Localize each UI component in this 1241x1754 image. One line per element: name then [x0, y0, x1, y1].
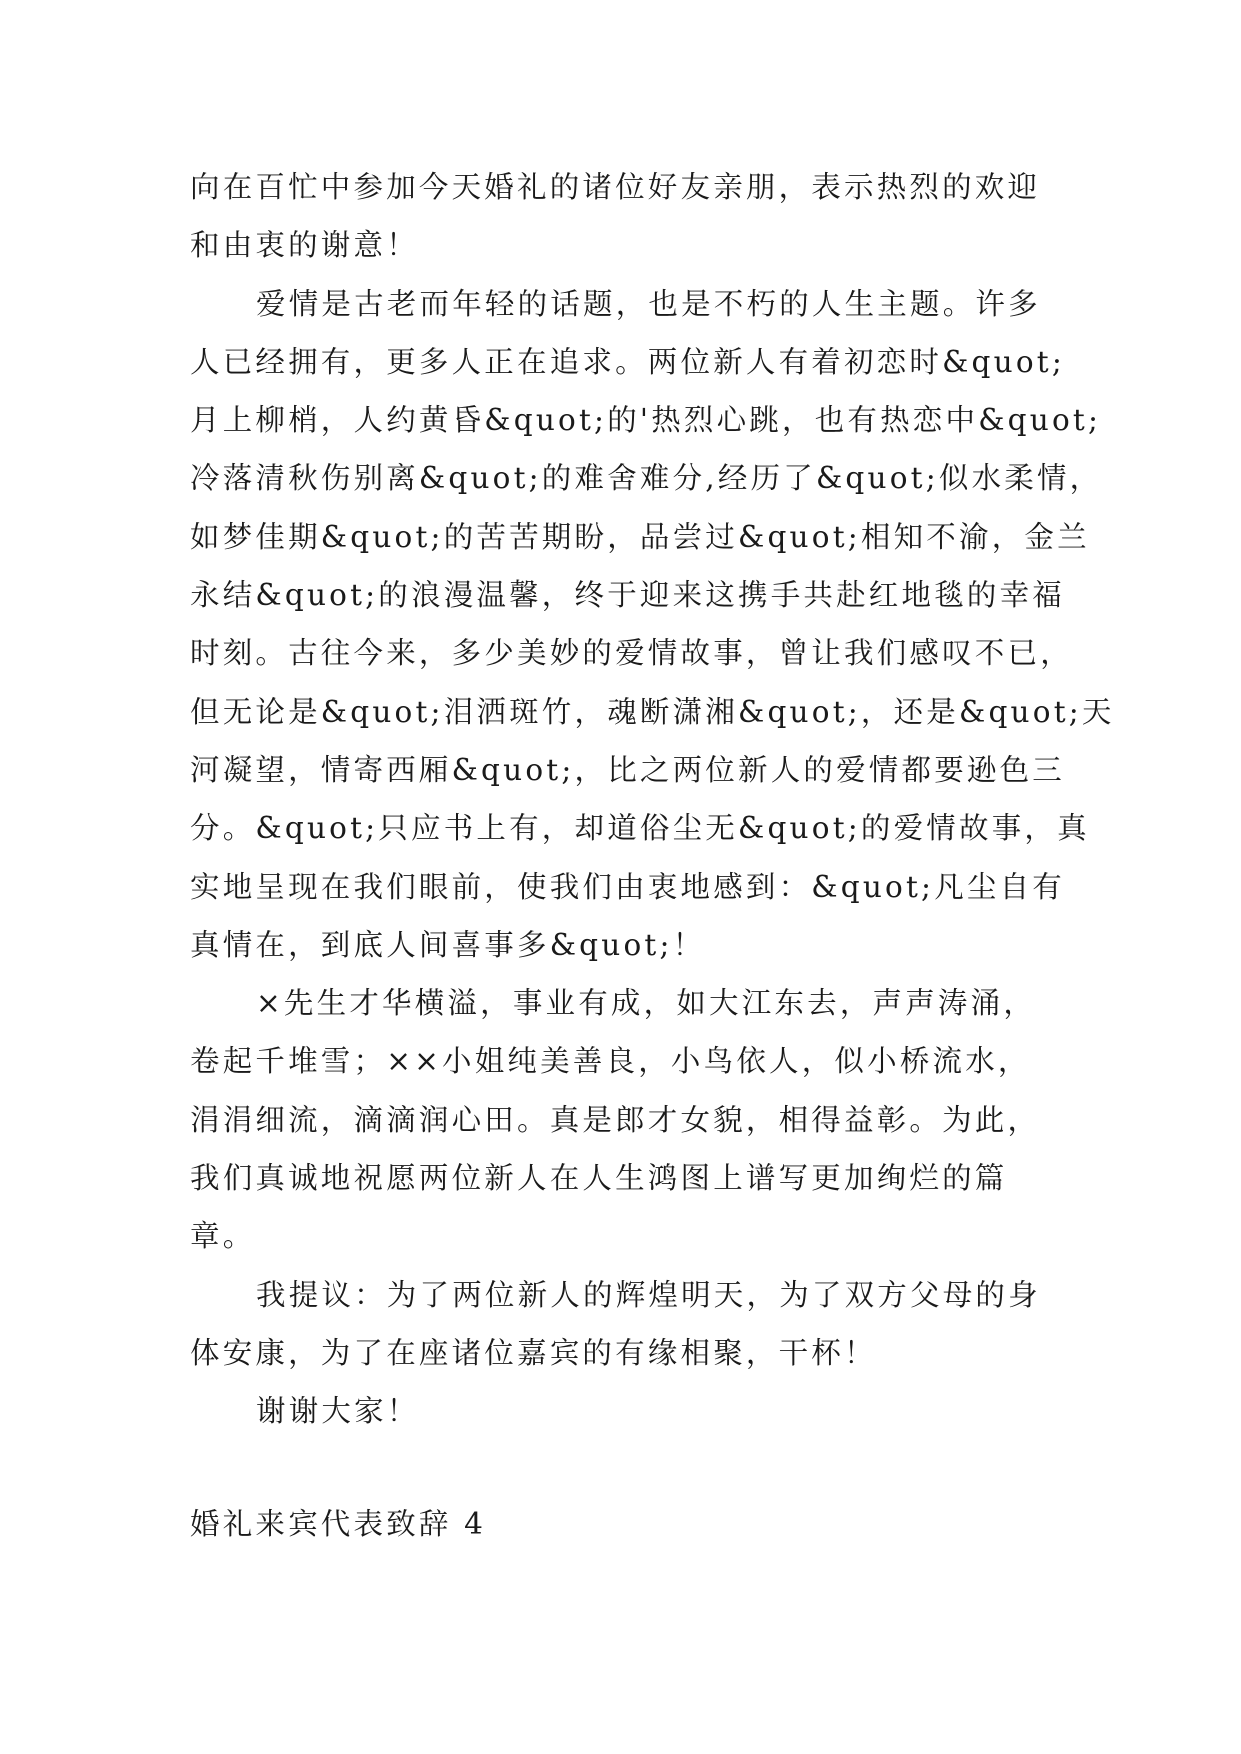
- paragraph: [190, 158, 1060, 275]
- paragraph: [190, 1382, 1060, 1440]
- text-line: 永结&quot;的浪漫温馨，终于迎来这携手共赴红地毯的幸福: [190, 578, 1065, 613]
- text-line: 河凝望，情寄西厢&quot;，比之两位新人的爱情都要逊色三: [190, 752, 1065, 787]
- text-line: 向在百忙中参加今天婚礼的诸位好友亲朋，表示热烈的欢迎: [190, 170, 1041, 204]
- text-line: 卷起千堆雪；××小姐纯美善良，小鸟依人，似小桥流水，: [190, 1044, 1031, 1079]
- text-line: 冷落清秋伤别离&quot;的难舍难分,经历了&quot;似水柔情，: [190, 461, 1103, 496]
- paragraph: [190, 974, 1060, 1265]
- text-line: 和由衷的谢意！: [190, 228, 419, 263]
- text-line: 但无论是&quot;泪洒斑竹，魂断潇湘&quot;，还是&quot;天: [190, 694, 1115, 729]
- text-line: 真情在，到底人间喜事多&quot;！: [190, 927, 706, 962]
- text-line: 我提议：为了两位新人的辉煌明天，为了双方父母的身: [256, 1277, 1041, 1312]
- text-line: 体安康，为了在座诸位嘉宾的有缘相聚，干杯！: [190, 1335, 877, 1370]
- speech-body: [190, 158, 1115, 1441]
- text-line: 我们真诚地祝愿两位新人在人生鸿图上谱写更加绚烂的篇: [190, 1161, 1008, 1196]
- text-line: 涓涓细流，滴滴润心田。真是郎才女貌，相得益彰。为此，: [190, 1102, 1041, 1137]
- paragraph: [190, 1266, 1060, 1383]
- text-line: 人已经拥有，更多人正在追求。两位新人有着初恋时&quot;: [190, 344, 1065, 379]
- text-line: 月上柳梢，人约黄昏&quot;的'热烈心跳，也有热恋中&quot;: [190, 403, 1102, 438]
- section-heading: 婚礼来宾代表致辞 4: [190, 1507, 487, 1541]
- text-line: 爱情是古老而年轻的话题，也是不朽的人生主题。许多: [256, 286, 1041, 321]
- paragraph: [190, 275, 1115, 975]
- text-line: 如梦佳期&quot;的苦苦期盼，品尝过&quot;相知不渝，金兰: [190, 519, 1090, 554]
- text-line: 谢谢大家！: [256, 1394, 420, 1429]
- text-line: 时刻。古往今来，多少美妙的爱情故事，曾让我们感叹不已，: [190, 636, 1073, 671]
- text-line: 章。: [190, 1219, 256, 1254]
- text-line: ×先生才华横溢，事业有成，如大江东去，声声涛涌，: [256, 986, 1037, 1021]
- text-line: 分。&quot;只应书上有，却道俗尘无&quot;的爱情故事，真: [190, 811, 1090, 846]
- text-line: 实地呈现在我们眼前，使我们由衷地感到：&quot;凡尘自有: [190, 869, 1065, 904]
